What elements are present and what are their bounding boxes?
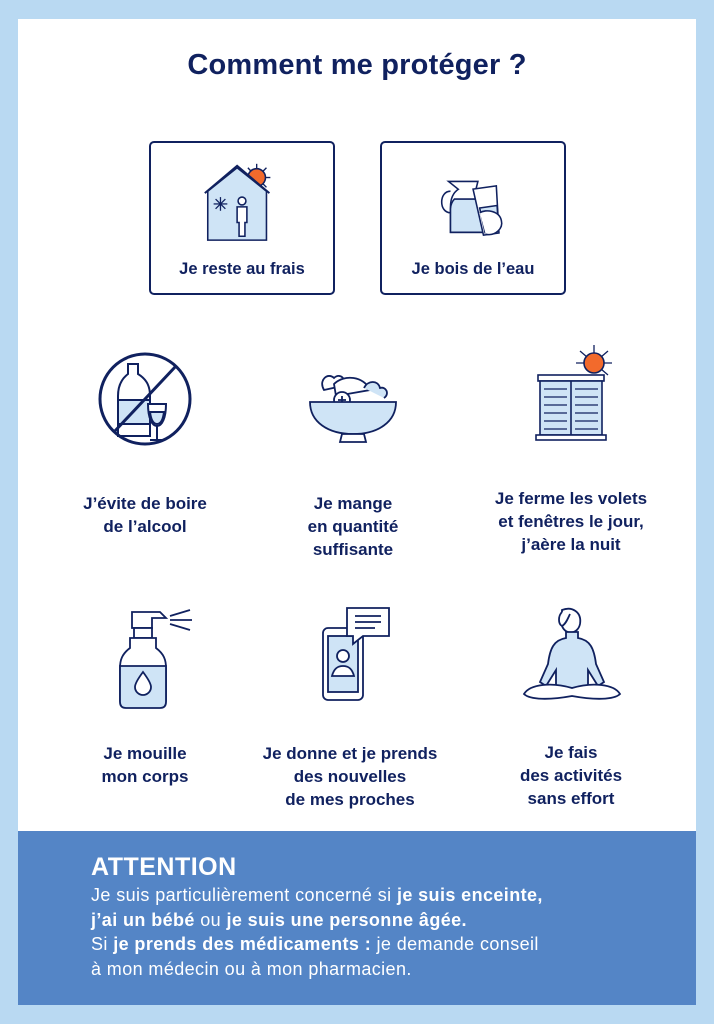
item-label: Je fais des activités sans effort [519,743,623,808]
tip-gentle-activities [461,602,681,810]
page-title: Comment me protéger ? [187,49,527,81]
tip-keep-in-touch [240,602,460,811]
attention-text-run: à mon médecin ou à mon pharmacien. [91,958,412,979]
water-pitcher-icon [382,149,564,253]
tip-wet-body [35,604,255,788]
box-label: Je bois de l’eau [411,260,535,278]
item-label: Je mange en quantité suffisante [307,494,399,559]
meditation-icon [516,602,626,712]
attention-bold-run: je suis une personne âgée. [226,909,467,930]
attention-line [91,957,696,982]
spray-bottle-icon [90,604,200,714]
no-alcohol-icon [90,344,200,454]
item-label: Je mouille mon corps [101,744,189,786]
food-bowl-icon [298,354,408,454]
attention-text-run: je demande conseil [371,934,539,954]
item-label: Je ferme les volets et fenêtres le jour, j’aère la nuit [494,489,648,554]
tip-eat-enough [243,354,463,561]
item-label: Je donne et je prends des nouvelles de mes proches [262,744,438,809]
attention-text-run: ou [194,909,227,930]
attention-title: ATTENTION [91,853,237,881]
tip-close-shutters [461,339,681,556]
attention-line [91,883,696,908]
attention-bold-run: je prends des médicaments : [113,934,372,954]
attention-text [91,883,696,981]
tip-box-drink-water [380,141,566,295]
attention-bold-run: je suis enceinte, [396,885,543,905]
phone-message-icon [295,602,405,712]
shutters-icon [516,339,626,454]
attention-bold-run: j’ai un bébé [91,909,195,930]
attention-line [91,932,696,957]
poster-card [18,19,696,1005]
item-label: J’évite de boire de l’alcool [83,494,207,536]
attention-text-run: Je suis particulièrement concerné si [91,885,397,905]
attention-banner [18,831,696,1005]
tip-avoid-alcohol [35,344,255,538]
box-label: Je reste au frais [179,260,305,278]
attention-line [91,908,696,933]
tip-box-stay-cool [149,141,335,295]
attention-text-run: Si [91,934,114,954]
house-cool-icon [151,149,333,253]
